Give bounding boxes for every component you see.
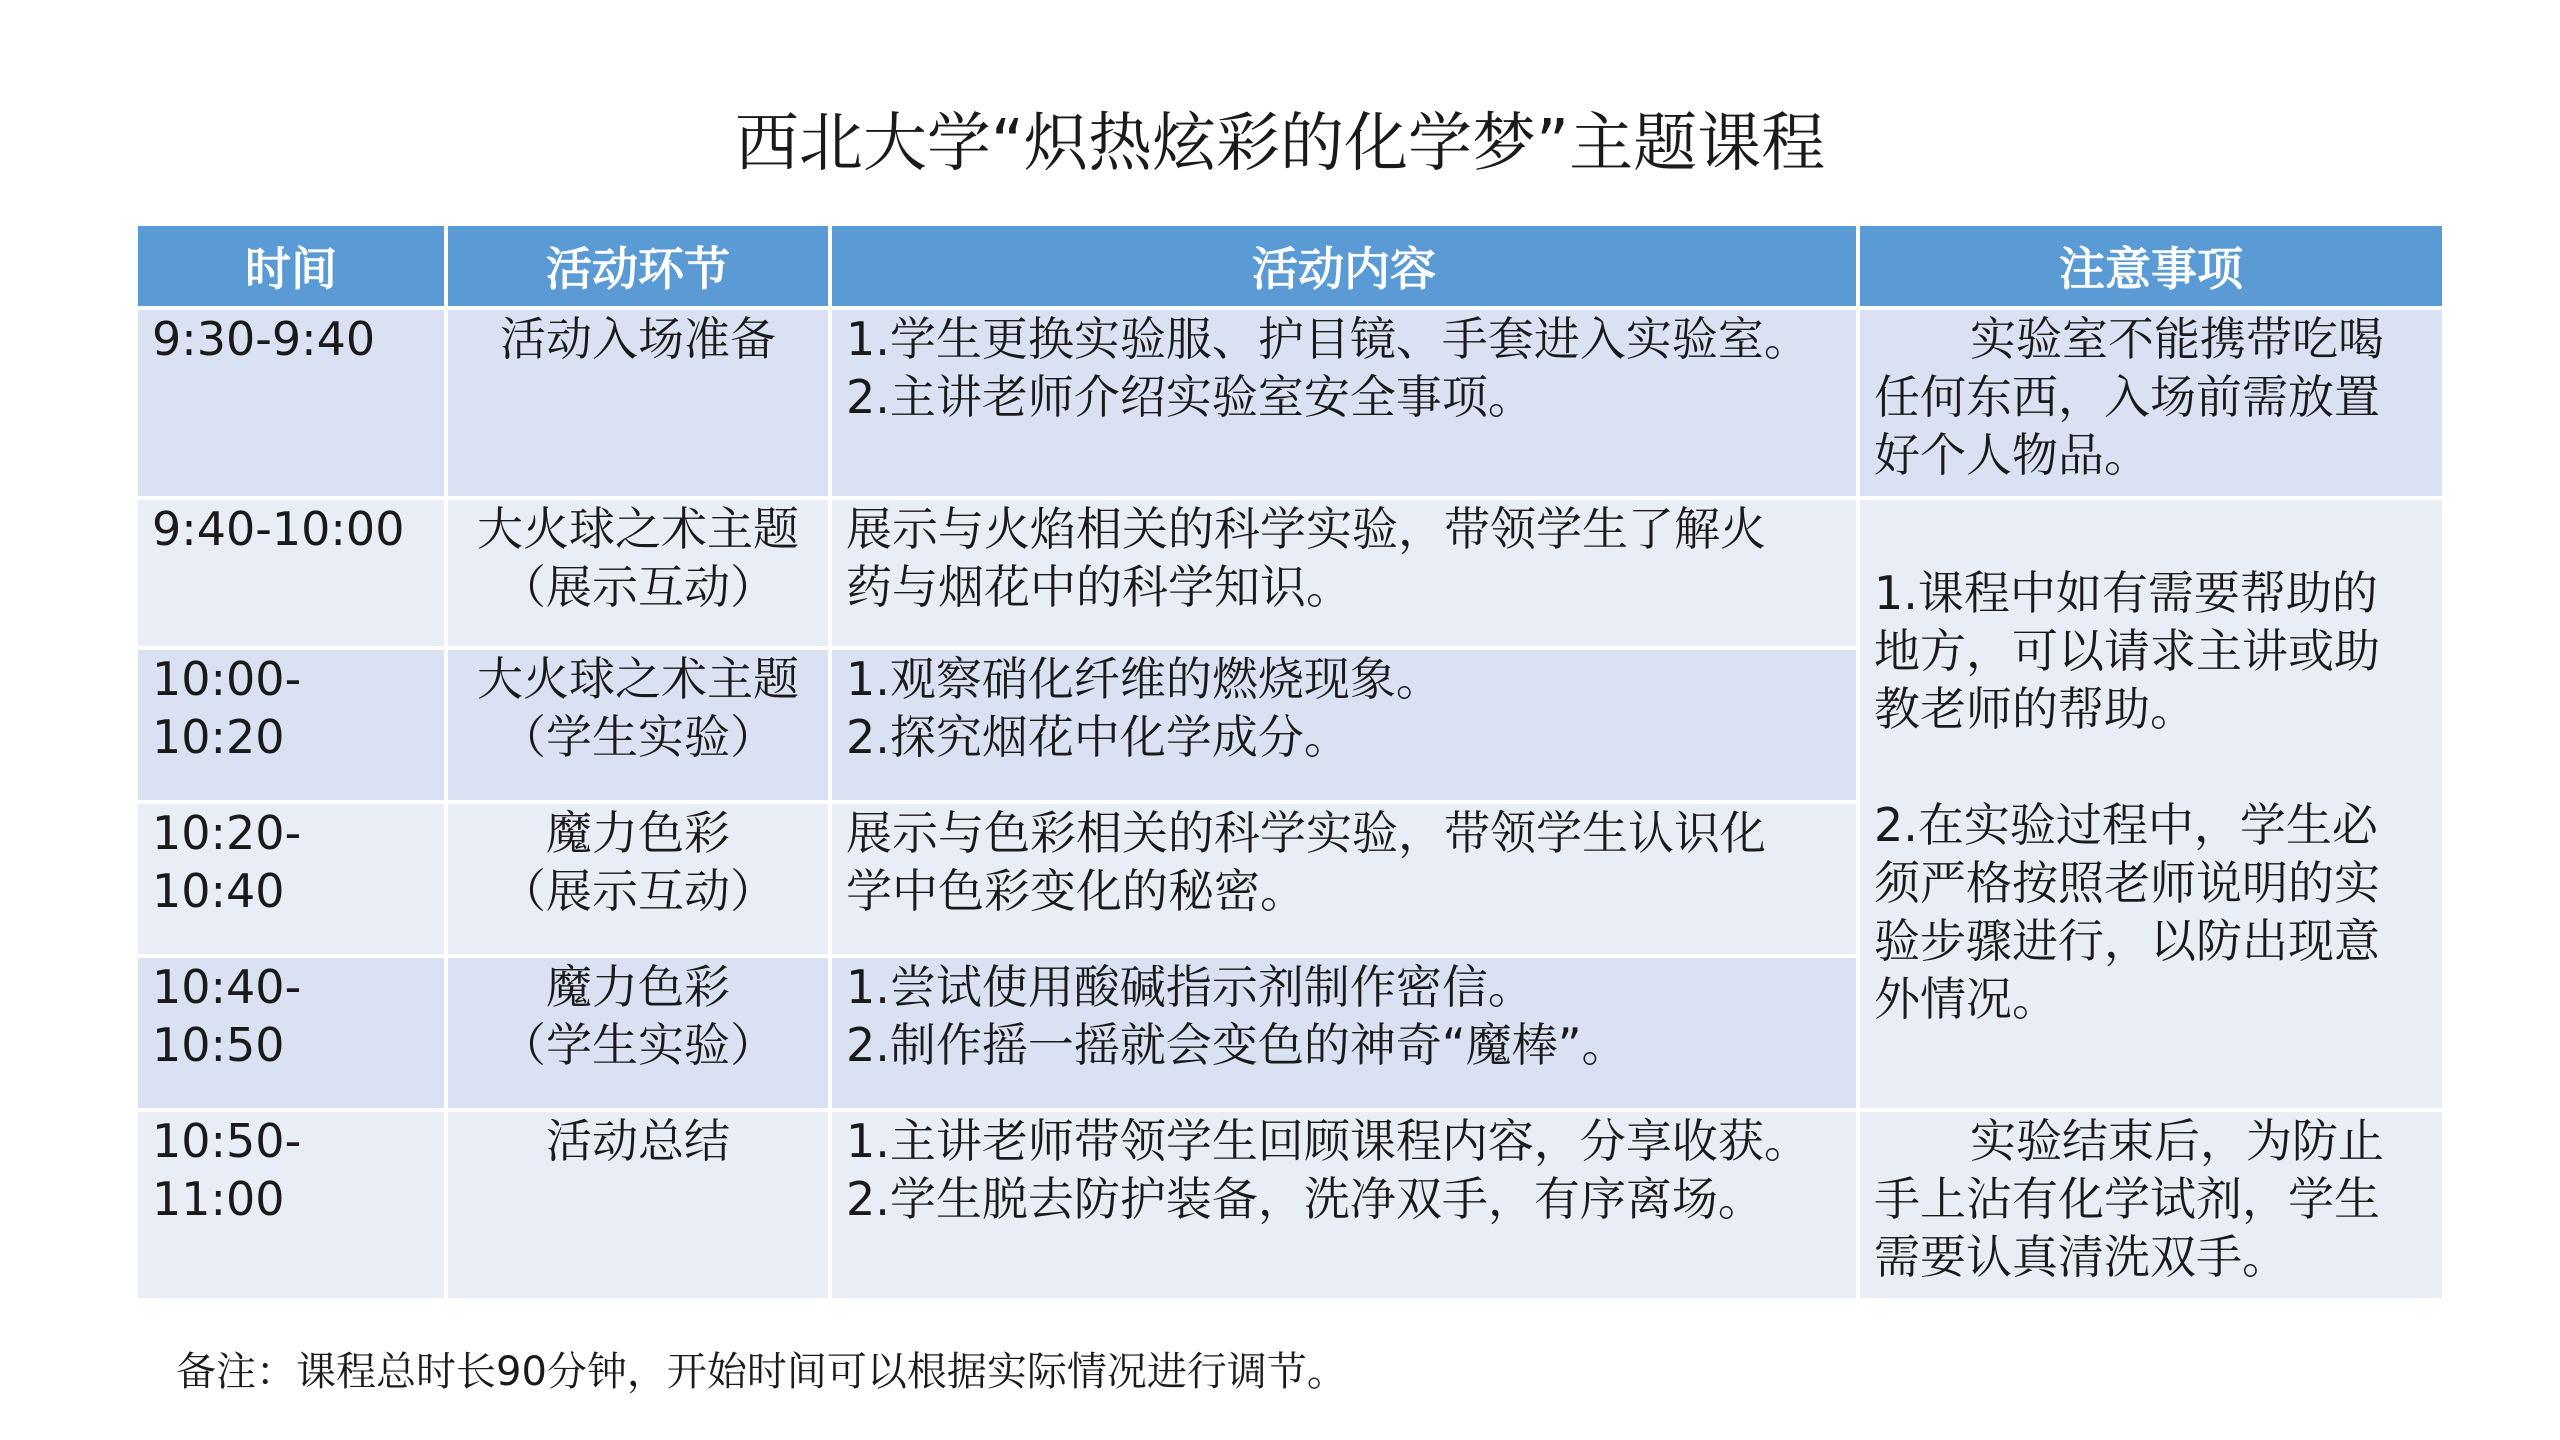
content-line: 展示与色彩相关的科学实验，带领学生认识化 bbox=[846, 806, 1766, 860]
content-cell bbox=[832, 500, 1856, 646]
segment-line: 活动入场准备 bbox=[500, 312, 776, 366]
segment-line: （学生实验） bbox=[500, 710, 776, 764]
notes-spacer bbox=[1874, 738, 2428, 796]
notes-line: 地方，可以请求主讲或助 bbox=[1874, 624, 2380, 678]
notes-line: 教老师的帮助。 bbox=[1874, 682, 2196, 736]
time-cell: 9:40-10:00 bbox=[138, 500, 444, 646]
notes-line: 需要认真清洗双手。 bbox=[1874, 1230, 2288, 1284]
segment-line: （展示互动） bbox=[500, 864, 776, 918]
header-time: 时间 bbox=[138, 226, 444, 306]
content-line: 1.尝试使用酸碱指示剂制作密信。 bbox=[846, 960, 1534, 1014]
notes-line: 2.在实验过程中，学生必 bbox=[1874, 798, 2378, 852]
content-cell bbox=[832, 1112, 1856, 1298]
time-cell: 10:20-10:40 bbox=[138, 804, 444, 954]
segment-line: 活动总结 bbox=[546, 1114, 730, 1168]
content-line: 2.制作摇一摇就会变色的神奇“魔棒”。 bbox=[846, 1018, 1628, 1072]
content-line: 2.学生脱去防护装备，洗净双手，有序离场。 bbox=[846, 1172, 1764, 1226]
segment-cell bbox=[448, 500, 828, 646]
notes-line: 1.课程中如有需要帮助的 bbox=[1874, 566, 2378, 620]
segment-line: 大火球之术主题 bbox=[477, 502, 799, 556]
notes-line: 外情况。 bbox=[1874, 972, 2058, 1026]
segment-line: 魔力色彩 bbox=[546, 806, 730, 860]
segment-line: 魔力色彩 bbox=[546, 960, 730, 1014]
content-line: 2.探究烟花中化学成分。 bbox=[846, 710, 1350, 764]
content-line: 展示与火焰相关的科学实验，带领学生了解火 bbox=[846, 502, 1766, 556]
segment-line: （学生实验） bbox=[500, 1018, 776, 1072]
notes-line: 好个人物品。 bbox=[1874, 428, 2150, 482]
notes-line: 实验结束后，为防止 bbox=[1970, 1114, 2384, 1168]
notes-line: 验步骤进行，以防出现意 bbox=[1874, 914, 2380, 968]
table-header-row bbox=[138, 226, 2442, 306]
table-row bbox=[138, 1112, 2442, 1298]
time-cell: 10:00-10:20 bbox=[138, 650, 444, 800]
notes-line: 实验室不能携带吃喝 bbox=[1970, 312, 2384, 366]
content-cell bbox=[832, 310, 1856, 496]
schedule-table bbox=[134, 222, 2446, 1302]
content-line: 药与烟花中的科学知识。 bbox=[846, 560, 1352, 614]
segment-line: 大火球之术主题 bbox=[477, 652, 799, 706]
notes-line: 任何东西，入场前需放置 bbox=[1874, 370, 2380, 424]
segment-cell bbox=[448, 1112, 828, 1298]
header-segment: 活动环节 bbox=[448, 226, 828, 306]
segment-cell bbox=[448, 804, 828, 954]
time-cell: 10:40-10:50 bbox=[138, 958, 444, 1108]
content-line: 1.主讲老师带领学生回顾课程内容，分享收获。 bbox=[846, 1114, 1810, 1168]
page-title: 西北大学“炽热炫彩的化学梦”主题课程 bbox=[734, 107, 1826, 181]
content-cell bbox=[832, 650, 1856, 800]
time-cell: 9:30-9:40 bbox=[138, 310, 444, 496]
content-line: 1.观察硝化纤维的燃烧现象。 bbox=[846, 652, 1442, 706]
segment-cell bbox=[448, 958, 828, 1108]
notes-cell bbox=[1860, 1112, 2442, 1298]
footnote: 备注：课程总时长90分钟，开始时间可以根据实际情况进行调节。 bbox=[176, 1349, 1347, 1395]
segment-cell bbox=[448, 310, 828, 496]
table-row bbox=[138, 310, 2442, 496]
table-row bbox=[138, 500, 2442, 646]
time-cell: 10:50-11:00 bbox=[138, 1112, 444, 1298]
content-cell bbox=[832, 804, 1856, 954]
content-line: 2.主讲老师介绍实验室安全事项。 bbox=[846, 370, 1534, 424]
notes-cell bbox=[1860, 310, 2442, 496]
content-cell bbox=[832, 958, 1856, 1108]
notes-line: 手上沾有化学试剂，学生 bbox=[1874, 1172, 2380, 1226]
segment-line: （展示互动） bbox=[500, 560, 776, 614]
header-notes: 注意事项 bbox=[1860, 226, 2442, 306]
notes-line: 须严格按照老师说明的实 bbox=[1874, 856, 2380, 910]
content-line: 学中色彩变化的秘密。 bbox=[846, 864, 1306, 918]
notes-cell-merged bbox=[1860, 500, 2442, 1108]
content-line: 1.学生更换实验服、护目镜、手套进入实验室。 bbox=[846, 312, 1810, 366]
header-content: 活动内容 bbox=[832, 226, 1856, 306]
segment-cell bbox=[448, 650, 828, 800]
